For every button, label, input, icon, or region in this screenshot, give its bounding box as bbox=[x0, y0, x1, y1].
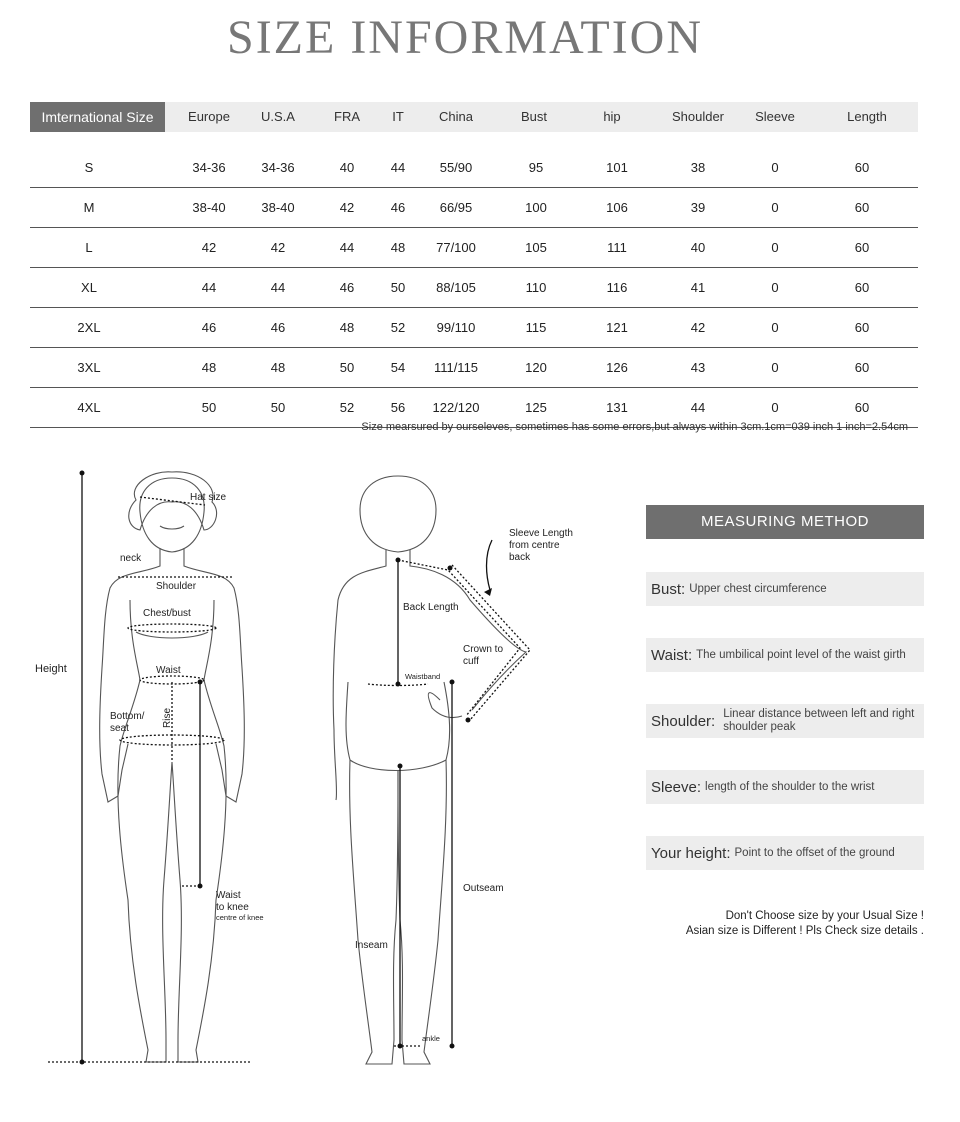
cell-size: 2XL bbox=[77, 320, 101, 335]
label-waist-knee-line2: to knee bbox=[216, 902, 249, 913]
header-shoulder: Shoulder bbox=[671, 109, 725, 124]
cell-bust: 125 bbox=[525, 400, 547, 415]
label-shoulder: Shoulder bbox=[156, 581, 197, 592]
cell-bust: 110 bbox=[525, 280, 547, 295]
method-desc: length of the shoulder to the wrist bbox=[705, 780, 875, 793]
label-bottom-line2: seat bbox=[110, 723, 129, 734]
cell-shoulder: 40 bbox=[690, 240, 706, 255]
cell-fra: 52 bbox=[339, 400, 355, 415]
cell-china: 111/115 bbox=[433, 360, 479, 375]
header-length: Length bbox=[847, 109, 887, 124]
header-china: China bbox=[439, 109, 473, 124]
label-back-length: Back Length bbox=[403, 602, 459, 613]
cell-usa: 44 bbox=[270, 280, 286, 295]
table-row bbox=[30, 228, 918, 268]
header-usa: U.S.A bbox=[261, 109, 295, 124]
label-outseam: Outseam bbox=[463, 883, 504, 894]
cell-hip: 106 bbox=[606, 200, 628, 215]
cell-shoulder: 44 bbox=[690, 400, 706, 415]
cell-it: 46 bbox=[390, 200, 406, 215]
method-term: Sleeve: bbox=[651, 778, 702, 796]
method-item-shoulder bbox=[646, 704, 924, 738]
cell-length: 60 bbox=[854, 200, 870, 215]
label-ankle: ankle bbox=[422, 1034, 440, 1043]
cell-china: 66/95 bbox=[439, 200, 473, 215]
table-row bbox=[30, 148, 918, 188]
label-waistband: Waistband bbox=[405, 672, 441, 681]
cell-europe: 38-40 bbox=[192, 200, 226, 215]
cell-length: 60 bbox=[854, 360, 870, 375]
method-item-bust bbox=[646, 572, 924, 606]
cell-china: 122/120 bbox=[432, 400, 480, 415]
cell-size: 4XL bbox=[77, 400, 101, 415]
cell-china: 99/110 bbox=[436, 320, 476, 335]
cell-hip: 111 bbox=[607, 240, 627, 255]
page-title: SIZE INFORMATION bbox=[227, 11, 703, 64]
cell-usa: 42 bbox=[270, 240, 286, 255]
cell-hip: 131 bbox=[606, 400, 628, 415]
cell-bust: 95 bbox=[528, 160, 544, 175]
method-term: Waist: bbox=[651, 646, 693, 664]
cell-china: 77/100 bbox=[436, 240, 476, 255]
cell-size: M bbox=[83, 200, 95, 215]
cell-length: 60 bbox=[854, 160, 870, 175]
cell-fra: 50 bbox=[339, 360, 355, 375]
label-neck: neck bbox=[120, 553, 142, 564]
cell-europe: 50 bbox=[201, 400, 217, 415]
cell-sleeve: 0 bbox=[771, 280, 779, 295]
measuring-method-heading: MEASURING METHOD bbox=[646, 505, 924, 539]
cell-usa: 50 bbox=[270, 400, 286, 415]
cell-europe: 46 bbox=[201, 320, 217, 335]
size-table bbox=[30, 102, 918, 428]
label-inseam: Inseam bbox=[355, 940, 388, 951]
table-row bbox=[30, 188, 918, 228]
table-header bbox=[30, 102, 918, 132]
cell-hip: 126 bbox=[606, 360, 628, 375]
label-hat-size: Hat size bbox=[190, 492, 227, 503]
method-item-sleeve bbox=[646, 770, 924, 804]
table-row bbox=[30, 348, 918, 388]
cell-it: 54 bbox=[390, 360, 406, 375]
label-sleeve-line3: back bbox=[509, 552, 531, 563]
cell-shoulder: 38 bbox=[690, 160, 706, 175]
cell-europe: 34-36 bbox=[192, 160, 226, 175]
method-item-height bbox=[646, 836, 924, 870]
cell-sleeve: 0 bbox=[771, 200, 779, 215]
cell-it: 44 bbox=[390, 160, 406, 175]
label-crown-line2: cuff bbox=[463, 656, 479, 667]
cell-size: 3XL bbox=[77, 360, 101, 375]
cell-usa: 48 bbox=[270, 360, 286, 375]
header-sleeve: Sleeve bbox=[755, 109, 795, 124]
method-desc: The umbilical point level of the waist girth bbox=[696, 648, 906, 661]
method-item-waist bbox=[646, 638, 924, 672]
table-row bbox=[30, 268, 918, 308]
cell-sleeve: 0 bbox=[771, 240, 779, 255]
method-desc: Upper chest circumference bbox=[689, 582, 827, 595]
label-sleeve-line2: from centre bbox=[509, 540, 560, 551]
cell-size: S bbox=[84, 160, 94, 175]
label-waist-knee-line3: centre of knee bbox=[216, 913, 264, 922]
cell-fra: 44 bbox=[339, 240, 355, 255]
label-rise: Rise bbox=[162, 707, 173, 728]
label-height: Height bbox=[35, 663, 67, 675]
cell-europe: 48 bbox=[201, 360, 217, 375]
cell-fra: 40 bbox=[339, 160, 355, 175]
cell-europe: 44 bbox=[201, 280, 217, 295]
label-crown-line1: Crown to bbox=[463, 644, 504, 655]
size-warning-line1: Don't Choose size by your Usual Size ! bbox=[725, 910, 924, 922]
cell-bust: 120 bbox=[525, 360, 547, 375]
label-bottom-line1: Bottom/ bbox=[110, 711, 145, 722]
size-warning-line2: Asian size is Different ! Pls Check size details . bbox=[685, 925, 924, 937]
cell-size: XL bbox=[81, 280, 97, 295]
body-measurement-illustration bbox=[0, 450, 640, 1122]
size-warning bbox=[686, 909, 924, 939]
label-chest: Chest/bust bbox=[143, 608, 191, 619]
cell-sleeve: 0 bbox=[771, 320, 779, 335]
header-it: IT bbox=[392, 109, 404, 124]
cell-length: 60 bbox=[854, 240, 870, 255]
label-waist: Waist bbox=[156, 665, 181, 676]
method-desc: Point to the offset of the ground bbox=[734, 846, 895, 859]
cell-bust: 105 bbox=[525, 240, 547, 255]
cell-it: 48 bbox=[390, 240, 406, 255]
label-sleeve-line1: Sleeve Length bbox=[509, 528, 573, 539]
cell-bust: 115 bbox=[525, 320, 547, 335]
cell-shoulder: 41 bbox=[690, 280, 706, 295]
cell-it: 50 bbox=[390, 280, 406, 295]
cell-china: 88/105 bbox=[436, 280, 476, 295]
cell-hip: 121 bbox=[606, 320, 628, 335]
sleeve-arrow-icon bbox=[484, 588, 492, 596]
cell-it: 52 bbox=[390, 320, 406, 335]
cell-shoulder: 39 bbox=[690, 200, 706, 215]
back-measure-dots bbox=[396, 558, 471, 1049]
header-fra: FRA bbox=[334, 109, 360, 124]
method-desc: Linear distance between left and right shoulder peak bbox=[723, 708, 915, 733]
cell-fra: 46 bbox=[339, 280, 355, 295]
table-row bbox=[30, 308, 918, 348]
cell-shoulder: 42 bbox=[690, 320, 706, 335]
cell-europe: 42 bbox=[201, 240, 217, 255]
header-hip: hip bbox=[603, 109, 621, 124]
method-term: Shoulder: bbox=[651, 712, 716, 730]
header-europe: Europe bbox=[188, 109, 230, 124]
label-waist-knee-line1: Waist bbox=[216, 890, 241, 901]
cell-shoulder: 43 bbox=[690, 360, 706, 375]
cell-fra: 48 bbox=[339, 320, 355, 335]
cell-usa: 34-36 bbox=[261, 160, 295, 175]
header-bust: Bust bbox=[520, 109, 547, 124]
cell-hip: 101 bbox=[606, 160, 628, 175]
cell-length: 60 bbox=[854, 320, 870, 335]
cell-length: 60 bbox=[854, 280, 870, 295]
cell-usa: 38-40 bbox=[261, 200, 295, 215]
cell-usa: 46 bbox=[270, 320, 286, 335]
cell-fra: 42 bbox=[339, 200, 355, 215]
method-term: Your height: bbox=[651, 844, 731, 862]
cell-sleeve: 0 bbox=[771, 400, 779, 415]
method-term: Bust: bbox=[651, 580, 686, 598]
table-body bbox=[30, 148, 918, 428]
cell-length: 60 bbox=[854, 400, 870, 415]
measurement-note: Size mearsured by ourseleves, sometimes has some errors,but always within 3cm.1cm=039 inch 1 inch=2.54cm bbox=[361, 421, 908, 433]
cell-sleeve: 0 bbox=[771, 360, 779, 375]
cell-bust: 100 bbox=[525, 200, 547, 215]
back-figure bbox=[333, 476, 526, 1064]
back-measure-lines bbox=[368, 540, 530, 1046]
cell-size: L bbox=[85, 240, 93, 255]
front-measure-lines bbox=[48, 473, 250, 1062]
header-international-size: Imternational Size bbox=[30, 102, 165, 132]
measuring-method-panel bbox=[646, 505, 924, 862]
cell-sleeve: 0 bbox=[771, 160, 779, 175]
cell-china: 55/90 bbox=[439, 160, 473, 175]
cell-hip: 116 bbox=[606, 280, 628, 295]
cell-it: 56 bbox=[390, 400, 406, 415]
